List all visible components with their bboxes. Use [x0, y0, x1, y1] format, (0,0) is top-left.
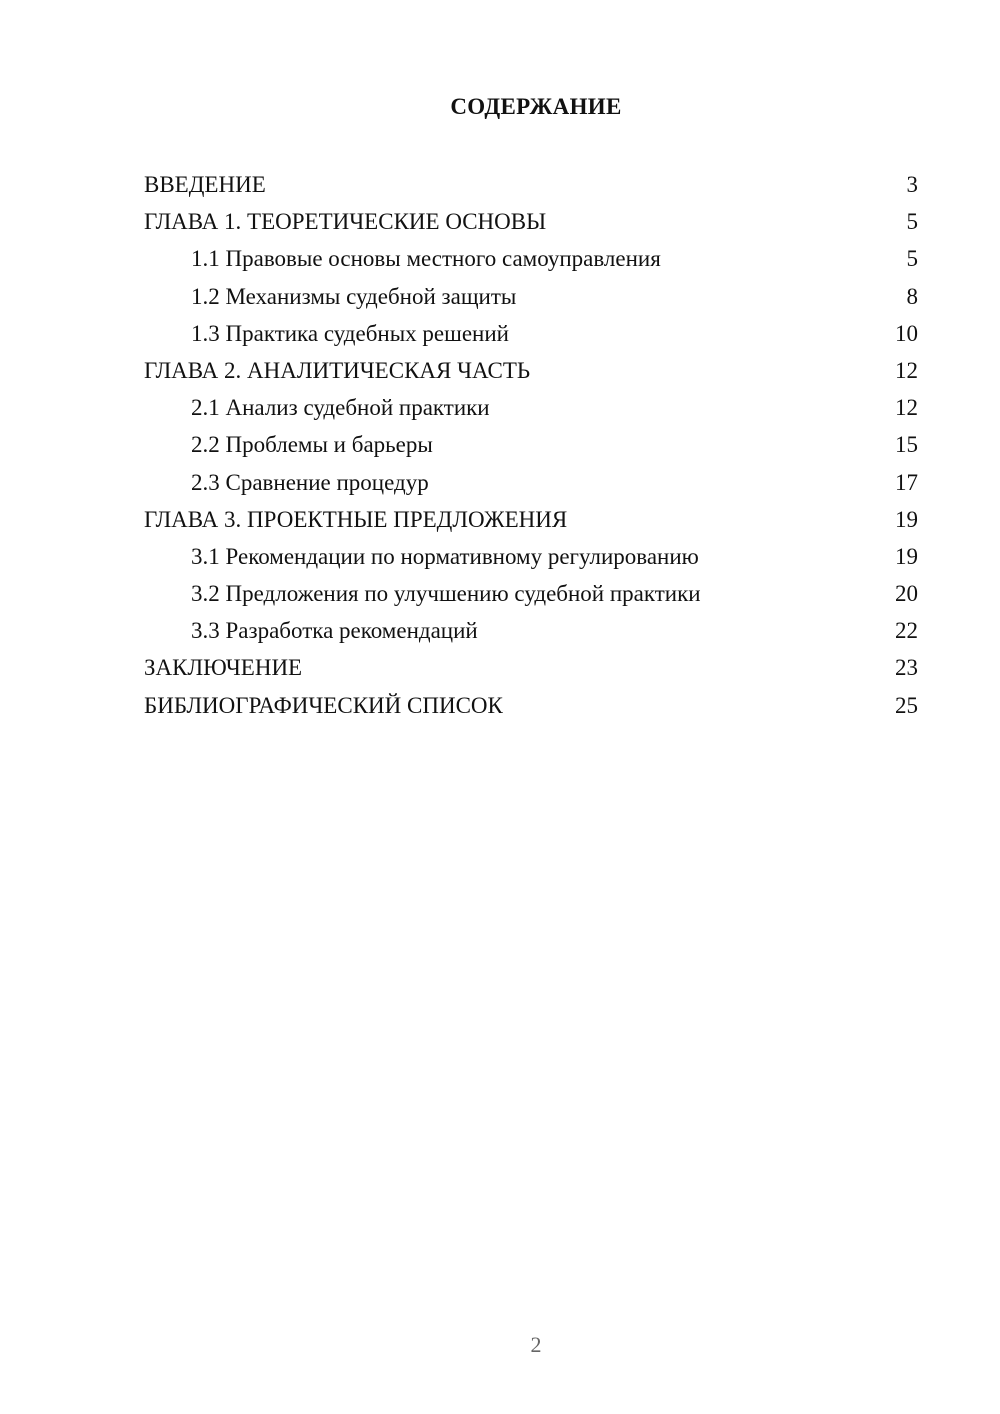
toc-entry-label: БИБЛИОГРАФИЧЕСКИЙ СПИСОК	[144, 692, 503, 718]
toc-entry-label: 3.1 Рекомендации по нормативному регулированию	[191, 543, 699, 569]
toc-entry-page: 5	[906, 246, 918, 272]
toc-entry-section-2-1	[144, 389, 918, 426]
toc-entry-section-3-1	[144, 538, 918, 575]
toc-entry-page: 5	[906, 209, 918, 235]
toc-entry-page: 3	[906, 172, 918, 197]
toc-entry-label: ГЛАВА 3. ПРОЕКТНЫЕ ПРЕДЛОЖЕНИЯ	[144, 506, 568, 532]
toc-entry-page: 17	[895, 469, 918, 495]
toc-entry-chapter-3	[144, 501, 918, 538]
toc-entry-section-3-3	[144, 612, 918, 649]
page-number: 2	[530, 1332, 542, 1357]
page-title: СОДЕРЖАНИЕ	[450, 94, 622, 119]
toc-entry-section-2-2	[144, 426, 918, 463]
toc-entry-label: ГЛАВА 2. АНАЛИТИЧЕСКАЯ ЧАСТЬ	[144, 357, 531, 383]
toc-entry-page: 10	[895, 320, 918, 346]
toc-entry-page: 8	[906, 283, 918, 309]
toc-entry-label: ВВЕДЕНИЕ	[144, 172, 266, 197]
toc-entry-label: ЗАКЛЮЧЕНИЕ	[144, 655, 303, 681]
toc-entry-page: 12	[895, 395, 918, 421]
toc-entry-label: 1.2 Механизмы судебной защиты	[191, 283, 517, 309]
toc-entry-page: 25	[895, 692, 918, 718]
toc-entry-introduction	[144, 166, 918, 203]
toc-entry-section-1-3	[144, 315, 918, 352]
toc-entry-label: 1.3 Практика судебных решений	[191, 320, 509, 346]
toc-entry-page: 15	[895, 432, 918, 458]
toc-entry-label: 3.3 Разработка рекомендаций	[191, 618, 478, 644]
toc-entry-label: 3.2 Предложения по улучшению судебной практики	[191, 581, 701, 607]
toc-entry-section-2-3	[144, 464, 918, 501]
toc-entry-chapter-1	[144, 203, 918, 240]
toc-entry-label: 2.1 Анализ судебной практики	[191, 395, 490, 421]
toc-entry-section-3-2	[144, 575, 918, 612]
toc-entry-page: 12	[895, 357, 918, 383]
toc-entry-label: 1.1 Правовые основы местного самоуправления	[191, 246, 661, 272]
toc-entry-bibliography	[144, 687, 918, 724]
toc-entry-page: 20	[895, 581, 918, 607]
toc-entry-page: 22	[895, 618, 918, 644]
toc-entry-section-1-2	[144, 278, 918, 315]
toc-entry-label: 2.3 Сравнение процедур	[191, 469, 429, 495]
toc-entry-section-1-1	[144, 240, 918, 277]
table-of-contents	[144, 166, 918, 724]
toc-entry-label: ГЛАВА 1. ТЕОРЕТИЧЕСКИЕ ОСНОВЫ	[144, 209, 547, 235]
toc-entry-conclusion	[144, 649, 918, 686]
toc-entry-page: 19	[895, 543, 918, 569]
toc-entry-page: 23	[895, 655, 918, 681]
toc-entry-label: 2.2 Проблемы и барьеры	[191, 432, 433, 458]
toc-entry-page: 19	[895, 506, 918, 532]
toc-entry-chapter-2	[144, 352, 918, 389]
